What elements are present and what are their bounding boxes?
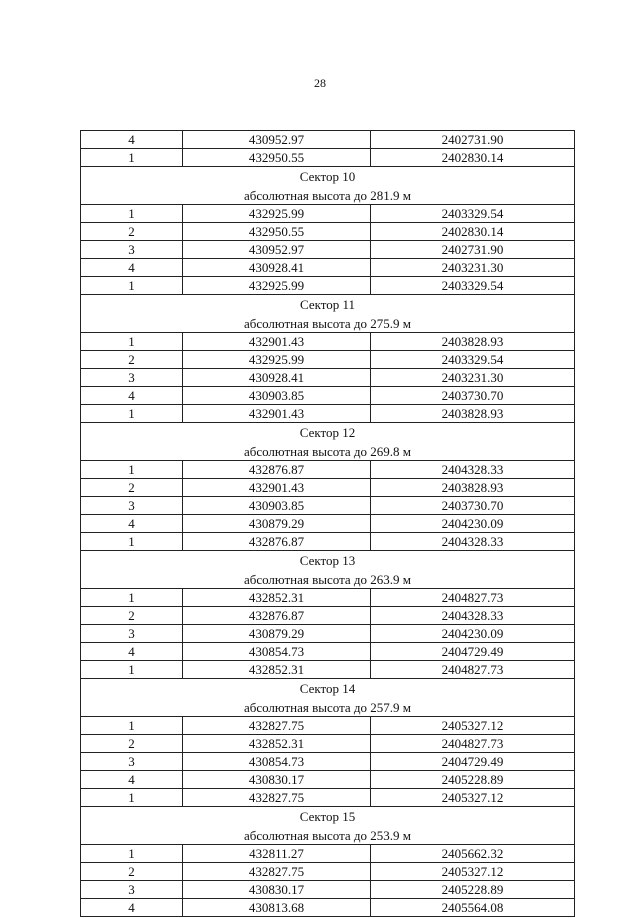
point-number-cell: 3	[81, 625, 183, 643]
sector-title: Сектор 11	[81, 295, 575, 316]
point-number-cell: 1	[81, 461, 183, 479]
x-coordinate-cell: 430854.73	[183, 753, 371, 771]
table-row	[81, 479, 575, 497]
x-coordinate-cell: 430854.73	[183, 643, 371, 661]
y-coordinate-cell: 2402731.90	[371, 241, 575, 259]
point-number-cell: 3	[81, 881, 183, 899]
x-coordinate-cell: 432852.31	[183, 589, 371, 607]
point-number-cell: 2	[81, 607, 183, 625]
y-coordinate-cell: 2403329.54	[371, 205, 575, 223]
table-row	[81, 789, 575, 807]
table-row	[81, 589, 575, 607]
y-coordinate-cell: 2404328.33	[371, 607, 575, 625]
sector-subtitle-row	[81, 571, 575, 589]
point-number-cell: 1	[81, 789, 183, 807]
x-coordinate-cell: 432852.31	[183, 735, 371, 753]
x-coordinate-cell: 430813.68	[183, 899, 371, 917]
y-coordinate-cell: 2404827.73	[371, 589, 575, 607]
table-row	[81, 405, 575, 423]
table-row	[81, 149, 575, 167]
x-coordinate-cell: 432852.31	[183, 661, 371, 679]
y-coordinate-cell: 2403329.54	[371, 277, 575, 295]
table-row	[81, 461, 575, 479]
point-number-cell: 4	[81, 387, 183, 405]
table-row	[81, 661, 575, 679]
sector-subtitle-row	[81, 443, 575, 461]
point-number-cell: 1	[81, 333, 183, 351]
y-coordinate-cell: 2403730.70	[371, 497, 575, 515]
y-coordinate-cell: 2405327.12	[371, 717, 575, 735]
y-coordinate-cell: 2402830.14	[371, 149, 575, 167]
point-number-cell: 2	[81, 223, 183, 241]
table-row	[81, 387, 575, 405]
x-coordinate-cell: 432827.75	[183, 717, 371, 735]
y-coordinate-cell: 2405327.12	[371, 863, 575, 881]
table-row	[81, 333, 575, 351]
x-coordinate-cell: 430928.41	[183, 259, 371, 277]
x-coordinate-cell: 432827.75	[183, 863, 371, 881]
y-coordinate-cell: 2405662.32	[371, 845, 575, 863]
x-coordinate-cell: 432811.27	[183, 845, 371, 863]
sector-title: Сектор 10	[81, 167, 575, 188]
x-coordinate-cell: 432876.87	[183, 533, 371, 551]
table-row	[81, 881, 575, 899]
table-row	[81, 625, 575, 643]
sector-subtitle: абсолютная высота до 257.9 м	[81, 699, 575, 717]
sector-subtitle: абсолютная высота до 275.9 м	[81, 315, 575, 333]
table-row	[81, 753, 575, 771]
point-number-cell: 1	[81, 277, 183, 295]
coordinates-table	[80, 130, 575, 917]
y-coordinate-cell: 2404328.33	[371, 461, 575, 479]
sector-subtitle-row	[81, 315, 575, 333]
point-number-cell: 4	[81, 643, 183, 661]
page-number: 28	[314, 76, 326, 90]
point-number-cell: 1	[81, 149, 183, 167]
x-coordinate-cell: 430879.29	[183, 515, 371, 533]
y-coordinate-cell: 2405228.89	[371, 771, 575, 789]
x-coordinate-cell: 432925.99	[183, 277, 371, 295]
point-number-cell: 2	[81, 351, 183, 369]
sector-subtitle: абсолютная высота до 253.9 м	[81, 827, 575, 845]
x-coordinate-cell: 430952.97	[183, 241, 371, 259]
table-row	[81, 899, 575, 917]
table-row	[81, 223, 575, 241]
point-number-cell: 1	[81, 533, 183, 551]
table-row	[81, 351, 575, 369]
x-coordinate-cell: 430903.85	[183, 387, 371, 405]
x-coordinate-cell: 430952.97	[183, 131, 371, 149]
table-row	[81, 369, 575, 387]
table-row	[81, 845, 575, 863]
y-coordinate-cell: 2404729.49	[371, 753, 575, 771]
x-coordinate-cell: 430903.85	[183, 497, 371, 515]
point-number-cell: 4	[81, 259, 183, 277]
y-coordinate-cell: 2403231.30	[371, 369, 575, 387]
point-number-cell: 3	[81, 497, 183, 515]
y-coordinate-cell: 2405228.89	[371, 881, 575, 899]
sector-title: Сектор 13	[81, 551, 575, 572]
table-row	[81, 863, 575, 881]
table-row	[81, 717, 575, 735]
x-coordinate-cell: 430830.17	[183, 771, 371, 789]
y-coordinate-cell: 2405564.08	[371, 899, 575, 917]
sector-subtitle-row	[81, 827, 575, 845]
point-number-cell: 4	[81, 899, 183, 917]
sector-header-row	[81, 679, 575, 700]
point-number-cell: 1	[81, 205, 183, 223]
point-number-cell: 2	[81, 863, 183, 881]
sector-subtitle: абсолютная высота до 281.9 м	[81, 187, 575, 205]
y-coordinate-cell: 2403730.70	[371, 387, 575, 405]
x-coordinate-cell: 432901.43	[183, 479, 371, 497]
point-number-cell: 3	[81, 241, 183, 259]
point-number-cell: 1	[81, 405, 183, 423]
sector-header-row	[81, 423, 575, 444]
x-coordinate-cell: 432876.87	[183, 607, 371, 625]
x-coordinate-cell: 430928.41	[183, 369, 371, 387]
table-row	[81, 241, 575, 259]
point-number-cell: 2	[81, 479, 183, 497]
y-coordinate-cell: 2402830.14	[371, 223, 575, 241]
x-coordinate-cell: 432925.99	[183, 205, 371, 223]
table-row	[81, 643, 575, 661]
sector-subtitle-row	[81, 699, 575, 717]
table-row	[81, 533, 575, 551]
table-row	[81, 131, 575, 149]
x-coordinate-cell: 432827.75	[183, 789, 371, 807]
point-number-cell: 1	[81, 661, 183, 679]
table-row	[81, 277, 575, 295]
x-coordinate-cell: 432876.87	[183, 461, 371, 479]
y-coordinate-cell: 2403231.30	[371, 259, 575, 277]
point-number-cell: 3	[81, 369, 183, 387]
x-coordinate-cell: 432950.55	[183, 223, 371, 241]
y-coordinate-cell: 2402731.90	[371, 131, 575, 149]
sector-title: Сектор 15	[81, 807, 575, 828]
x-coordinate-cell: 432925.99	[183, 351, 371, 369]
point-number-cell: 1	[81, 589, 183, 607]
sector-header-row	[81, 551, 575, 572]
point-number-cell: 1	[81, 717, 183, 735]
coordinates-table-body	[81, 131, 575, 917]
sector-subtitle: абсолютная высота до 269.8 м	[81, 443, 575, 461]
point-number-cell: 2	[81, 735, 183, 753]
y-coordinate-cell: 2404729.49	[371, 643, 575, 661]
y-coordinate-cell: 2403828.93	[371, 333, 575, 351]
table-row	[81, 205, 575, 223]
point-number-cell: 1	[81, 845, 183, 863]
y-coordinate-cell: 2403828.93	[371, 405, 575, 423]
sector-subtitle-row	[81, 187, 575, 205]
x-coordinate-cell: 430830.17	[183, 881, 371, 899]
table-row	[81, 497, 575, 515]
y-coordinate-cell: 2404328.33	[371, 533, 575, 551]
y-coordinate-cell: 2404827.73	[371, 661, 575, 679]
sector-subtitle: абсолютная высота до 263.9 м	[81, 571, 575, 589]
sector-header-row	[81, 295, 575, 316]
point-number-cell: 4	[81, 131, 183, 149]
y-coordinate-cell: 2404827.73	[371, 735, 575, 753]
y-coordinate-cell: 2405327.12	[371, 789, 575, 807]
sector-title: Сектор 12	[81, 423, 575, 444]
y-coordinate-cell: 2403828.93	[371, 479, 575, 497]
x-coordinate-cell: 430879.29	[183, 625, 371, 643]
table-row	[81, 259, 575, 277]
table-row	[81, 515, 575, 533]
x-coordinate-cell: 432901.43	[183, 405, 371, 423]
sector-header-row	[81, 807, 575, 828]
point-number-cell: 4	[81, 771, 183, 789]
x-coordinate-cell: 432901.43	[183, 333, 371, 351]
table-row	[81, 607, 575, 625]
y-coordinate-cell: 2404230.09	[371, 515, 575, 533]
table-row	[81, 735, 575, 753]
point-number-cell: 3	[81, 753, 183, 771]
y-coordinate-cell: 2404230.09	[371, 625, 575, 643]
y-coordinate-cell: 2403329.54	[371, 351, 575, 369]
sector-title: Сектор 14	[81, 679, 575, 700]
x-coordinate-cell: 432950.55	[183, 149, 371, 167]
point-number-cell: 4	[81, 515, 183, 533]
sector-header-row	[81, 167, 575, 188]
table-row	[81, 771, 575, 789]
